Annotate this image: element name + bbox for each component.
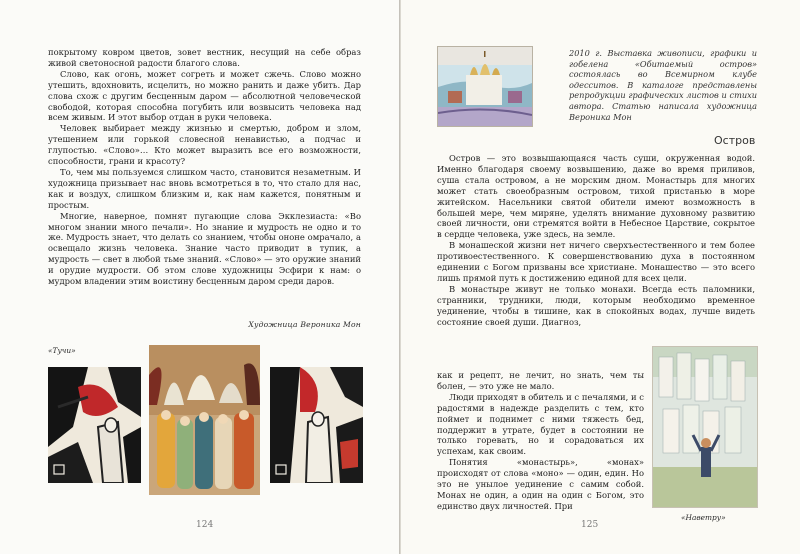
paragraph: В монастыре живут не только монахи. Всегда есть паломники, странники, трудники, люди, которым необходимо временное уединение, чтобы в тишине, как в спокойных водах, лучше видеть состояние своей души. Диагноз,	[437, 283, 755, 327]
paragraph: Многие, наверное, помнят пугающие слова Экклезиаста: «Во многом знании много печали». Но знание и мудрость не одно и то же. Мудрость знает, что делать со знанием, чтобы ононе омрачало, а освещало жизнь человека. Знание часто приводит в тупик, а мудрость — свет в любой тьме знаний. «Слово» — это оружие знаний и орудие мудрости. Об этом слове художницы Эсфири к нам: о мудром владении этим воистину бесценным даром среди даров.	[48, 210, 361, 287]
paragraph: покрытому ковром цветов, зовет вестник, несущий на себе образ живой светоносной радости благого слова.	[48, 47, 361, 68]
artwork-inhabited-island	[437, 46, 533, 127]
right-text-column	[437, 153, 755, 328]
artwork-caption: «Тучи»	[48, 346, 76, 355]
paragraph: То, чем мы пользуемся слишком часто, становится незаметным. И художница призывает нас вновь всмотреться в то, что стало для нас, как и воздух, слишком близким и, как нам кажется, понятным и простым.	[48, 166, 361, 210]
paragraph: В монашеской жизни нет ничего сверхъестественного и тем более противоестественного. К совершенствованию духа в постоянном единении с Богом призваны все христиане. Монашество — это всего лишь прямой путь к достижению единой для всех цели.	[437, 240, 755, 283]
artwork-tapestry-right	[270, 367, 363, 483]
artwork-caption: «Наветру»	[681, 513, 726, 522]
left-text-column	[48, 47, 361, 287]
artwork-tapestry-center	[149, 345, 260, 495]
left-page	[0, 0, 399, 554]
section-heading: Остров	[714, 134, 756, 147]
paragraph: Остров — это возвышающаяся часть суши, окруженная водой. Именно благодаря своему возвышению, даже во время приливов, суша стала островом, а не морским дном. Монастырь для многих может стать своеобразным островом, тихой пристанью в море житейском. Насельники святой обители имеют возможность в большей мере, чем миряне, уделять внимание духовному развитию своей личности, они стремятся войти в Небесное Царствие, сокрытое в сердце человека, уже здесь, на земле.	[437, 153, 755, 240]
right-text-column-narrow	[437, 370, 644, 512]
page-number: 125	[581, 520, 599, 530]
page-number: 124	[196, 520, 214, 530]
paragraph: как и рецепт, не лечит, но знать, чем ты болен, — это уже не мало.	[437, 370, 644, 391]
artwork-description: 2010 г. Выставка живописи, графики и гобелена «Обитаемый остров» состоялась во Всемирном клубе одесситов. В каталоге представлены репродукции графических листов и стихи автора. Статью написала художница Вероника Мон	[569, 48, 757, 122]
paragraph: Понятия «монастырь», «монах» происходят от слова «моно» — один, един. Но это не унылое уединение с самим собой. Монах не один, а один на один с Богом, это единство двух личностей. При	[437, 457, 644, 511]
artwork-windward	[652, 346, 758, 508]
author-signature: Художница Вероника Мон	[248, 320, 361, 329]
paragraph: Люди приходят в обитель и с печалями, и с радостями в надежде разделить с тем, кто поймет и поднимет с ними тяжесть бед, поддержит в утрате, будет в состоянии не только горевать, но и сорадоваться их успехам, как своим.	[437, 391, 644, 457]
artwork-tapestry-left	[48, 367, 141, 483]
paragraph: Слово, как огонь, может согреть и может сжечь. Слово можно утешить, вдохновить, исцелить, но можно ранить и даже убить. Дар слова схож с другим бесценным даром — абсолютной человеческой свободой, которая способна погубить или возвысить человека над всем живым. И этот выбор отдан в руки человека.	[48, 68, 361, 123]
paragraph: Человек выбирает между жизнью и смертью, добром и злом, утешением или горькой словесной ненавистью, а подчас и глупостью. «Слово»… Кто может выразить все его возможности, способности, грани и красоту?	[48, 123, 361, 167]
